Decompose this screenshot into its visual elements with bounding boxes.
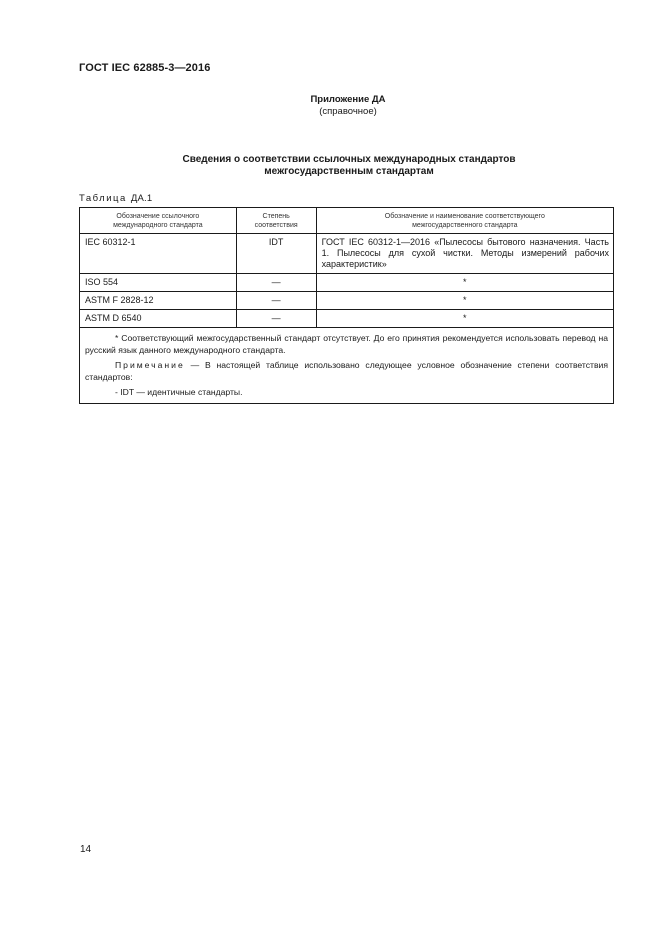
- table-label-number: ДА.1: [130, 193, 153, 204]
- header-interstate-standard: [316, 208, 613, 234]
- section-title: [120, 154, 578, 178]
- cell-standard: ASTM F 2828-12: [80, 292, 237, 310]
- table-row: [80, 310, 614, 328]
- cell-standard: IEC 60312-1: [80, 234, 237, 274]
- note-text: — В настоящей таблице использовано следующее условное обозначение степени соответствия стандартов:: [85, 360, 608, 382]
- header-line: Обозначение и наименование соответствующего: [384, 213, 545, 220]
- cell-degree: IDT: [236, 234, 316, 274]
- table-footnote: * Соответствующий межгосударственный стандарт отсутствует. До его принятия рекомендуется использовать перевод на русский язык данного международного стандарта.: [85, 333, 608, 355]
- table-row: [80, 234, 614, 274]
- table-label: [79, 193, 152, 204]
- header-line: Степень: [262, 213, 290, 220]
- cell-degree: —: [236, 310, 316, 328]
- cell-national-standard: ГОСТ IEC 60312-1—2016 «Пылесосы бытового назначения. Часть 1. Пылесосы для сухой чистки. Методы измерений рабочих характеристик»: [316, 234, 613, 274]
- section-title-line-1: Сведения о соответствии ссылочных международных стандартов: [182, 154, 516, 165]
- cell-standard: ISO 554: [80, 274, 237, 292]
- cell-standard: ASTM D 6540: [80, 310, 237, 328]
- table-header-row: [80, 208, 614, 234]
- section-title-line-2: межгосударственным стандартам: [264, 166, 434, 177]
- appendix-heading: [300, 94, 396, 118]
- cell-degree: —: [236, 292, 316, 310]
- cell-national-standard: *: [316, 292, 613, 310]
- header-international-standard: [80, 208, 237, 234]
- cell-degree: —: [236, 274, 316, 292]
- header-line: соответствия: [254, 222, 298, 229]
- table-notes-row: [80, 328, 614, 404]
- header-degree: [236, 208, 316, 234]
- table-row: [80, 274, 614, 292]
- note-label: Примечание: [115, 360, 185, 370]
- correspondence-table: [79, 207, 614, 404]
- appendix-title: Приложение ДА: [310, 94, 386, 105]
- page-number: 14: [80, 844, 92, 855]
- table-row: [80, 292, 614, 310]
- header-line: Обозначение ссылочного: [116, 213, 200, 220]
- note-list-item: - IDT — идентичные стандарты.: [115, 387, 243, 397]
- document-code: ГОСТ IEC 62885-3—2016: [79, 62, 211, 74]
- appendix-subtitle: (справочное): [319, 106, 377, 117]
- cell-national-standard: *: [316, 310, 613, 328]
- cell-national-standard: *: [316, 274, 613, 292]
- header-line: межгосударственного стандарта: [412, 222, 518, 229]
- table-notes: [80, 328, 614, 404]
- table-label-word: Таблица: [79, 193, 127, 204]
- header-line: международного стандарта: [113, 222, 203, 229]
- table-note: [85, 359, 608, 383]
